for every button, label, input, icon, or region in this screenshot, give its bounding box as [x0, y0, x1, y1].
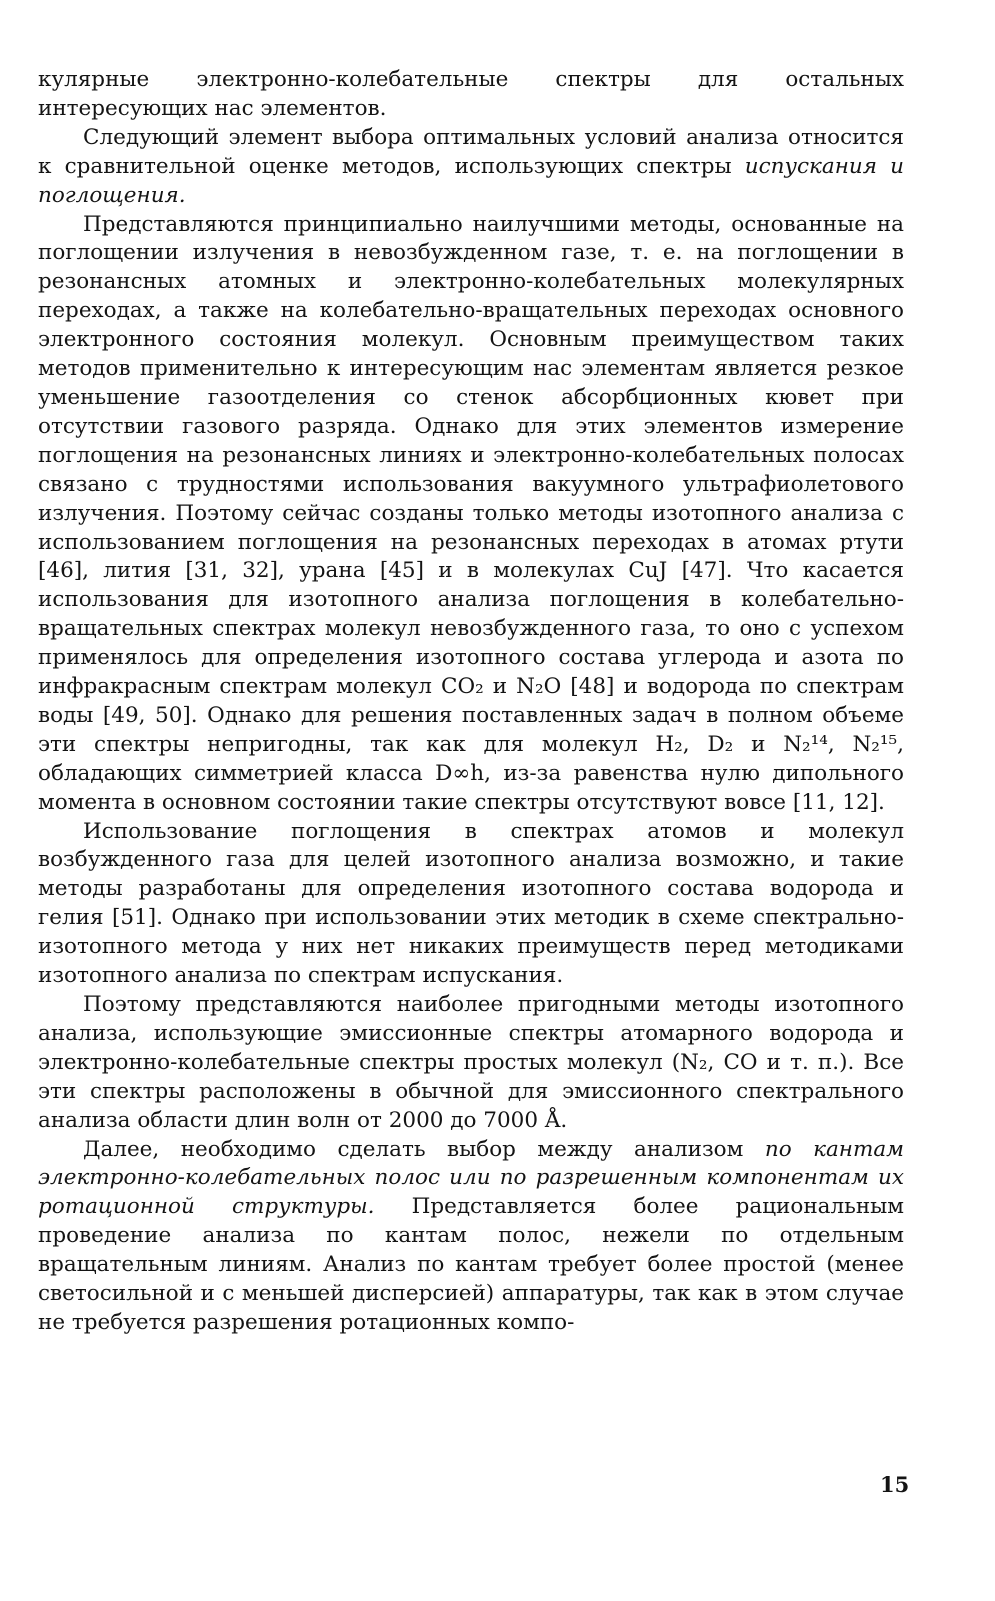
paragraph-5 [38, 991, 904, 1136]
paragraph-4-text: Использование поглощения в спектрах атомов и молекул возбужденного газа для целей изотопного анализа возможно, и такие методы разработаны для определения изотопного состава водорода и гелия [51]. Однако при использовании этих методик в схеме спектрально-изотопного метода у них нет никаких преимуществ перед методиками изотопного анализа по спектрам испускания. [38, 818, 904, 989]
paragraph-1-text: кулярные электронно-колебательные спектры для остальных интересующих нас элементов. [38, 67, 904, 121]
page-number: 15 [880, 1472, 910, 1497]
paragraph-6 [38, 1136, 904, 1338]
paragraph-5-text: Поэтому представляются наиболее пригодными методы изотопного анализа, использующие эмиссионные спектры атомарного водорода и электронно-колебательные спектры простых молекул (N₂, CO и т. п.). Все эти спектры расположены в обычной для эмиссионного спектрального анализа области длин волн от 2000 до 7000 Å. [38, 992, 904, 1133]
paragraph-6-text: Далее, необходимо сделать выбор между анализом [83, 1136, 765, 1162]
paragraph-3-text: Представляются принципиально наилучшими методы, основанные на поглощении излучения в невозбужденном газе, т. е. на поглощении в резонансных атомных и электронно-колебательных молекулярных переходах, а также на колебательно-вращательных переходах основного электронного состояния молекул. Основным преимуществом таких методов применительно к интересующим нас элементам является резкое уменьшение газоотделения со стенок абсорбционных кювет при отсутствии газового разряда. Однако для этих элементов измерение поглощения на резонансных линиях и электронно-колебательных полосах связано с трудностями использования вакуумного ультрафиолетового излучения. Поэтому сейчас созданы только методы изотопного анализа с использованием поглощения на резонансных переходах в атомах ртути [46], лития [31, 32], урана [45] и в молекулах CuJ [47]. Что касается использования для изотопного анализа поглощения в колебательно-вращательных спектрах молекул невозбужденного газа, то оно с успехом применялось для определения изотопного состава углерода и азота по инфракрасным спектрам молекул CO₂ и N₂O [48] и водорода по спектрам воды [49, 50]. Однако для решения поставленных задач в полном объеме эти спектры непригодны, так как для молекул H₂, D₂ и N₂¹⁴, N₂¹⁵, обладающих симметрией класса D∞h, из-за равенства нулю дипольного момента в основном состоянии такие спектры отсутствуют вовсе [11, 12]. [38, 211, 904, 815]
paragraph-2-italic-text: испускания и поглощения. [38, 153, 904, 208]
paragraph-1 [38, 66, 904, 124]
paragraph-4 [38, 818, 904, 991]
paragraph-6-text-end: Представляется более рациональным проведение анализа по кантам полос, нежели по отдельным вращательным линиям. Анализ по кантам требует более простой (менее светосильной и с меньшей дисперсией) аппаратуры, так как в этом случае не требуется разрешения ротационных компо- [38, 1194, 904, 1335]
page-body [38, 66, 904, 1338]
paragraph-2-text: Следующий элемент выбора оптимальных условий анализа относится к сравнительной оценке методов, использующих спектры [38, 124, 904, 179]
paragraph-2 [38, 124, 904, 211]
paragraph-6-italic-text: по кантам электронно-колебательных полос или по разрешенным компонентам их ротационной структуры. [38, 1136, 904, 1220]
paragraph-3 [38, 211, 904, 818]
